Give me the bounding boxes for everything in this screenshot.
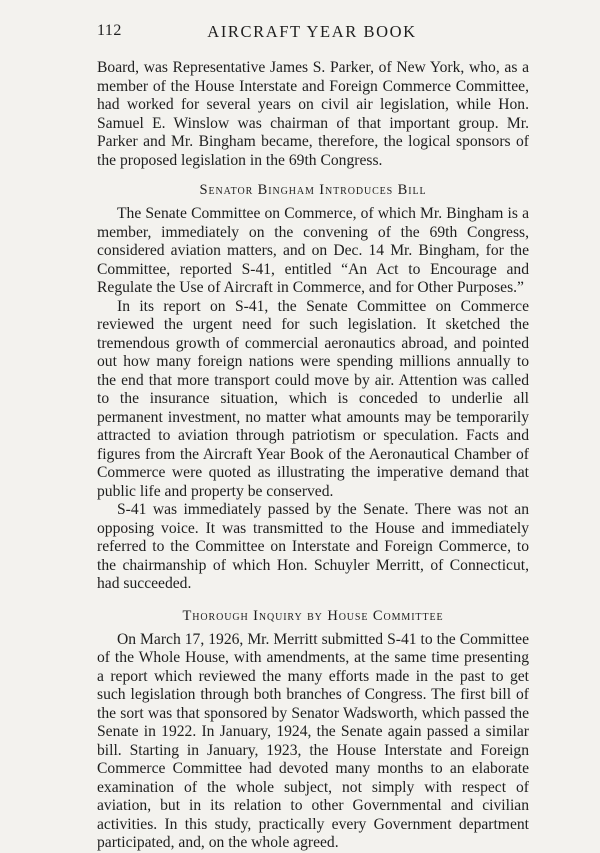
paragraph-senate-committee: The Senate Committee on Commerce, of which Mr. Bingham is a member, immediately on the convening of the 69th Congress, considered aviation matters, and on Dec. 14 Mr. Bingham, for the Committee, reported S-41, entitled “An Act to Encourage and Regulate the Use of Aircraft in Commerce, and for Other Purposes.”: [97, 205, 529, 296]
paragraph-continuation: Board, was Representative James S. Parker, of New York, who, as a member of the House Interstate and Foreign Commerce Committee, had worked for several years on civil air legislation, while Hon. Samuel E. Winslow was chairman of that important group. Mr. Parker and Mr. Bingham became, therefore, the logical sponsors of the proposed legislation in the 69th Congress.: [97, 59, 529, 169]
section-heading-house-committee: Thorough Inquiry by House Committee: [182, 607, 444, 624]
running-head: [97, 22, 527, 46]
paragraph-house-inquiry: On March 17, 1926, Mr. Merritt submitted S-41 to the Committee of the Whole House, with amendments, at the same time presenting a report which reviewed the many efforts made in the past to get such legislation through both branches of Congress. The first bill of the sort was that sponsored by Senator Wadsworth, which passed the Senate in 1922. In January, 1924, the Senate again passed a similar bill. Starting in January, 1923, the House Interstate and Foreign Commerce Committee had devoted many months to an elaborate examination of the whole subject, not simply with respect of aviation, but in its relation to other Governmental and civilian activities. In this study, practically every Government department participated, and, on the whole agreed.: [97, 630, 529, 851]
page-number: 112: [97, 22, 122, 39]
paragraph-senate-passage: S-41 was immediately passed by the Senate. There was not an opposing voice. It was transmitted to the House and immediately referred to the Committee on Interstate and Foreign Commerce, to the chairmanship of which Hon. Schuyler Merritt, of Connecticut, had succeeded.: [97, 501, 529, 592]
section-heading-senator-bingham: Senator Bingham Introduces Bill: [199, 182, 427, 198]
body-text: [97, 59, 529, 853]
paragraph-report-s41: In its report on S-41, the Senate Committee on Commerce reviewed the urgent need for such legislation. It sketched the tremendous growth of commercial aeronautics abroad, and pointed out how many foreign nations were spending millions annually to the end that more transport could move by air. Attention was called to the insurance situation, which is conceded to underlie all permanent investment, no matter what amounts may be temporarily attracted to aviation through patriotism or speculation. Facts and figures from the Aircraft Year Book of the Aeronautical Chamber of Commerce were quoted as illustrating the imperative demand that public life and property be conserved.: [97, 297, 529, 500]
running-title: AIRCRAFT YEAR BOOK: [207, 22, 417, 41]
